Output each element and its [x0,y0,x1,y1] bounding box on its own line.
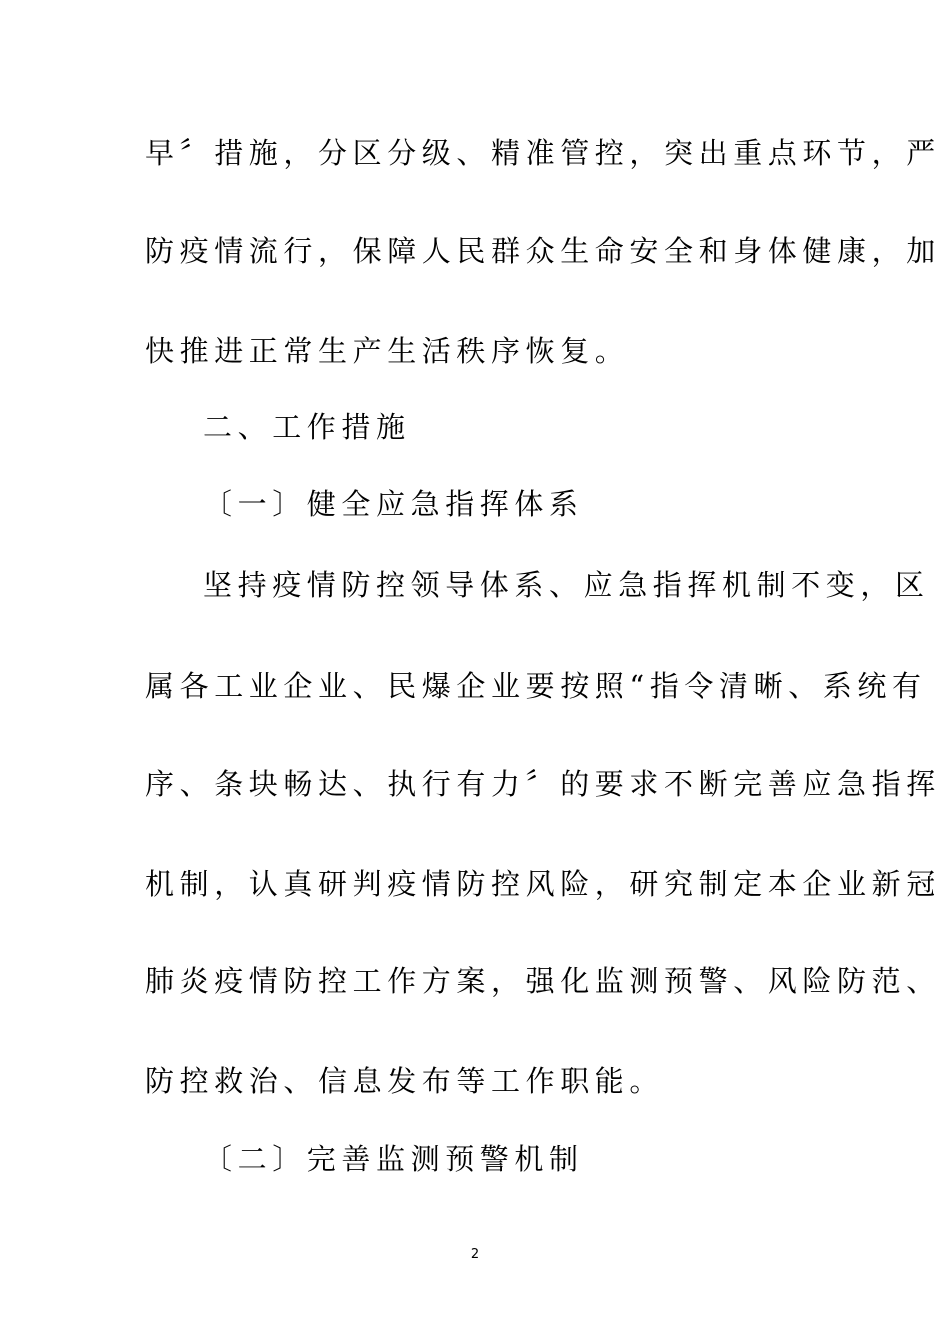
subsection-heading: 〔二〕完善监测预警机制 [203,1142,584,1176]
body-text-line: 肺炎疫情防控工作方案，强化监测预警、风险防范、 [145,964,941,998]
body-text-line: 机制，认真研判疫情防控风险，研究制定本企业新冠 [145,867,941,901]
subsection-heading: 〔一〕健全应急指挥体系 [203,487,584,521]
body-text-line: 防疫情流行，保障人民群众生命安全和身体健康，加 [145,234,941,268]
body-text-line: 快推进正常生产生活秩序恢复。 [145,334,630,368]
body-text-line: 坚持疫情防控领导体系、应急指挥机制不变，区 [203,568,930,602]
body-text-line: 序、条块畅达、执行有力〞的要求不断完善应急指挥 [145,767,941,801]
body-text-line: 早〞措施，分区分级、精准管控，突出重点环节，严 [145,136,941,170]
section-heading: 二、工作措施 [203,410,411,444]
body-text-line: 属各工业企业、民爆企业要按照“指令清晰、系统有 [145,669,927,703]
body-text-line: 防控救治、信息发布等工作职能。 [145,1064,665,1098]
page-number: 2 [470,1247,480,1262]
